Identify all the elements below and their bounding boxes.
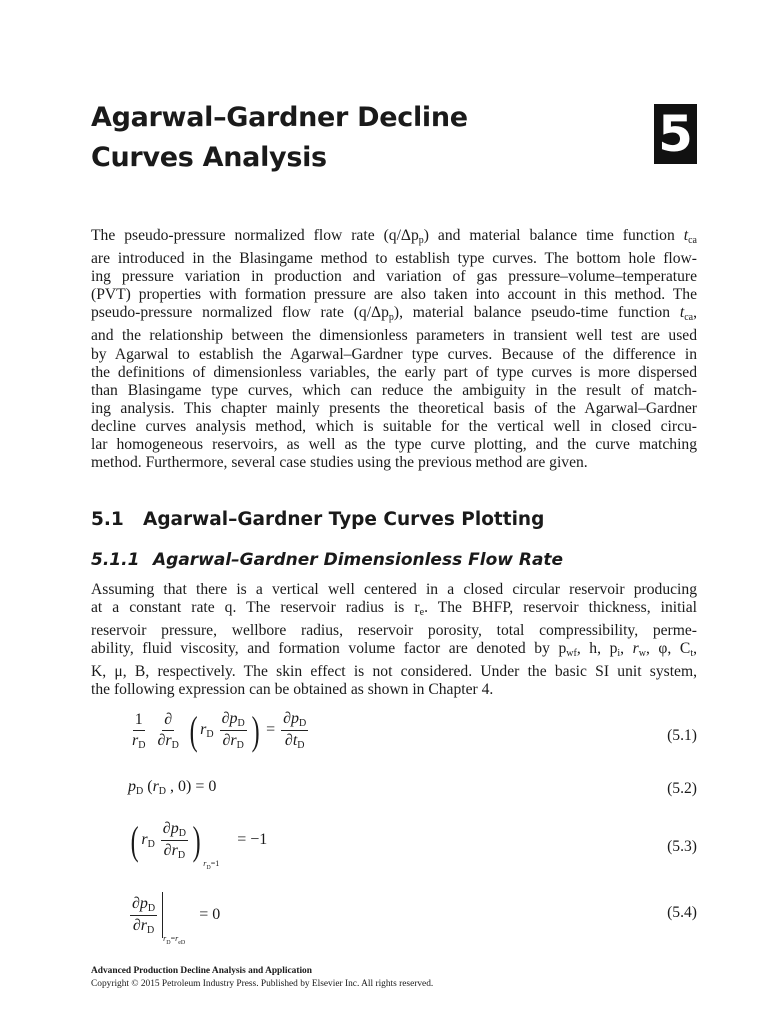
equation-number: (5.2) bbox=[667, 780, 697, 797]
section-number: 5.1 bbox=[91, 509, 124, 530]
intro-line: than Blasingame type curves, which can reduce the ambiguity in the result of match- bbox=[91, 381, 697, 399]
intro-line: and the relationship between the dimensionless parameters in transient well test are used bbox=[91, 327, 697, 345]
equation-5-1 bbox=[120, 707, 697, 762]
footer-book-title: Advanced Production Decline Analysis and Application bbox=[91, 966, 312, 976]
intro-line: (PVT) properties with formation pressure are also taken into account in this method. The bbox=[91, 286, 697, 304]
equation-number: (5.3) bbox=[667, 838, 697, 855]
intro-line: pseudo-pressure normalized flow rate $(q/\Delta p_p)$, material balance pseudo-time function $t_{ca}$, bbox=[91, 304, 697, 324]
subsection-heading bbox=[91, 550, 563, 570]
intro-line: ing analysis. This chapter mainly presents the theoretical basis of the Agarwal–Gardner bbox=[91, 399, 697, 417]
intro-line: ing pressure variation in production and variation of gas pressure–volume–temperature bbox=[91, 268, 697, 286]
equation-5-2 bbox=[120, 778, 697, 802]
footer-copyright: Copyright © 2015 Petroleum Industry Press. Published by Elsevier Inc. All rights reserved. bbox=[91, 979, 434, 989]
chapter-title bbox=[91, 98, 611, 178]
equation-body: $\frac{1}{r_D}$ $\frac{\partial}{\partial r_D}$ ( $r_D$ $\frac{\partial p_D}{\partial r_D}$ ) = $\frac{\partial p_D}{\partial t_D}$ bbox=[132, 707, 307, 753]
intro-paragraph bbox=[91, 227, 697, 472]
intro-line: The pseudo-pressure normalized flow rate $(q/\Delta p_p)$ and material balance time function $t_{ca}$ bbox=[91, 227, 697, 246]
equation-number: (5.1) bbox=[667, 727, 697, 744]
body-line: the following expression can be obtained as shown in Chapter 4. bbox=[91, 681, 494, 699]
equation-5-3 bbox=[120, 817, 697, 872]
equation-body: ( $r_D$ $\frac{\partial p_D}{\partial r_D}$ )$_{r_D=1} = -1$ bbox=[130, 817, 268, 872]
equation-body: $p_D$ ($r_D$ , 0) = 0 bbox=[128, 778, 217, 797]
body-paragraph bbox=[91, 581, 697, 700]
section-heading bbox=[91, 509, 544, 530]
intro-line: lar homogeneous reservoirs, as well as the type curve plotting, and the curve matching bbox=[91, 436, 697, 454]
intro-line: by Agarwal to establish the Agarwal–Gardner type curves. Because of the difference in bbox=[91, 345, 697, 363]
equation-5-4 bbox=[120, 892, 697, 944]
intro-line: decline curves analysis method, which is suitable for the vertical well in closed circu- bbox=[91, 417, 697, 435]
subsection-title: Agarwal–Gardner Dimensionless Flow Rate bbox=[153, 550, 564, 570]
body-line: reservoir pressure, wellbore radius, reservoir porosity, total compressibility, perme- bbox=[91, 622, 697, 640]
section-title: Agarwal–Gardner Type Curves Plotting bbox=[143, 509, 545, 530]
body-line: K, μ, B, respectively. The skin effect is not considered. Under the basic SI unit system, bbox=[91, 663, 697, 681]
body-line: Assuming that there is a vertical well centered in a closed circular reservoir producing bbox=[91, 581, 697, 598]
intro-line: are introduced in the Blasingame method to establish type curves. The bottom hole flow- bbox=[91, 250, 697, 268]
body-line: at a constant rate q. The reservoir radius is $r_e$. The BHFP, reservoir thickness, initial bbox=[91, 599, 698, 619]
body-line: ability, fluid viscosity, and formation volume factor are denoted by $p_{wf}$, h, $p_i$, $r_w$, φ, $C_t$, bbox=[91, 640, 697, 660]
subsection-number: 5.1.1 bbox=[91, 550, 140, 570]
equation-body: $\frac{\partial p_D}{\partial r_D}$ $_{r_D=r_{eD}}$ = 0 bbox=[128, 892, 220, 946]
equation-number: (5.4) bbox=[667, 904, 697, 921]
intro-line: the definitions of dimensionless variables, the early part of type curves is more dispersed bbox=[91, 363, 697, 381]
intro-line: method. Furthermore, several case studies using the previous method are given. bbox=[91, 454, 588, 472]
chapter-title-line1: Agarwal–Gardner Decline bbox=[91, 102, 468, 133]
chapter-number-badge: 5 bbox=[654, 104, 697, 164]
page-footer bbox=[91, 965, 433, 991]
chapter-title-line2: Curves Analysis bbox=[91, 142, 327, 173]
